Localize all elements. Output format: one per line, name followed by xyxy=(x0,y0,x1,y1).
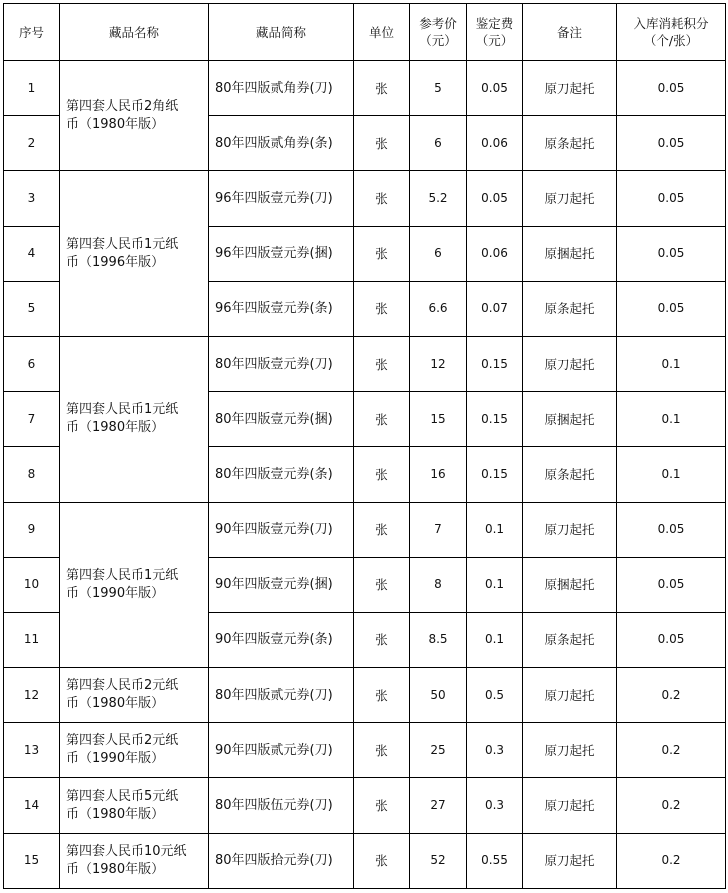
cell-seq: 3 xyxy=(4,171,60,226)
cell-abbr: 90年四版壹元券(捆) xyxy=(209,557,354,612)
header-fee-line1: 鉴定费 xyxy=(475,16,514,31)
cell-unit: 张 xyxy=(354,171,410,226)
table-header xyxy=(4,4,726,61)
cell-points: 0.1 xyxy=(617,447,726,502)
header-abbr: 藏品简称 xyxy=(209,4,354,61)
cell-remark: 原条起托 xyxy=(523,116,617,171)
cell-name-line2: 币（1980年版） xyxy=(66,861,165,877)
cell-fee: 0.1 xyxy=(467,557,523,612)
header-seq: 序号 xyxy=(4,4,60,61)
cell-points: 0.05 xyxy=(617,116,726,171)
cell-name-line2: 币（1990年版） xyxy=(66,585,165,601)
cell-abbr: 80年四版壹元券(捆) xyxy=(209,392,354,447)
cell-unit: 张 xyxy=(354,281,410,336)
cell-unit: 张 xyxy=(354,723,410,778)
cell-abbr: 96年四版壹元券(刀) xyxy=(209,171,354,226)
cell-price: 16 xyxy=(410,447,467,502)
cell-unit: 张 xyxy=(354,557,410,612)
cell-remark: 原条起托 xyxy=(523,281,617,336)
cell-name xyxy=(60,723,209,778)
header-name: 藏品名称 xyxy=(60,4,209,61)
cell-remark: 原刀起托 xyxy=(523,668,617,723)
cell-name-line1: 第四套人民币5元纸 xyxy=(66,788,179,804)
cell-price: 27 xyxy=(410,778,467,833)
cell-name xyxy=(60,171,209,337)
cell-name-line1: 第四套人民币2角纸 xyxy=(66,98,179,114)
cell-fee: 0.55 xyxy=(467,833,523,888)
header-row xyxy=(4,4,726,61)
cell-name-line1: 第四套人民币1元纸 xyxy=(66,236,179,252)
cell-unit: 张 xyxy=(354,226,410,281)
cell-unit: 张 xyxy=(354,116,410,171)
cell-name xyxy=(60,668,209,723)
cell-remark: 原刀起托 xyxy=(523,61,617,116)
cell-name xyxy=(60,778,209,833)
cell-remark: 原条起托 xyxy=(523,447,617,502)
cell-abbr: 80年四版伍元券(刀) xyxy=(209,778,354,833)
cell-unit: 张 xyxy=(354,833,410,888)
cell-price: 52 xyxy=(410,833,467,888)
cell-price: 8 xyxy=(410,557,467,612)
cell-points: 0.1 xyxy=(617,336,726,391)
table-row xyxy=(4,833,726,888)
table-row xyxy=(4,778,726,833)
cell-name-line1: 第四套人民币2元纸 xyxy=(66,678,179,694)
cell-seq: 11 xyxy=(4,612,60,667)
cell-seq: 2 xyxy=(4,116,60,171)
cell-abbr: 90年四版贰元券(刀) xyxy=(209,723,354,778)
cell-remark: 原刀起托 xyxy=(523,502,617,557)
cell-unit: 张 xyxy=(354,61,410,116)
cell-name-line2: 币（1990年版） xyxy=(66,751,165,767)
cell-name xyxy=(60,61,209,171)
table-row xyxy=(4,668,726,723)
cell-points: 0.05 xyxy=(617,502,726,557)
cell-name-line1: 第四套人民币1元纸 xyxy=(66,402,179,418)
cell-fee: 0.15 xyxy=(467,447,523,502)
cell-price: 5.2 xyxy=(410,171,467,226)
cell-price: 6 xyxy=(410,116,467,171)
cell-remark: 原刀起托 xyxy=(523,833,617,888)
cell-fee: 0.05 xyxy=(467,61,523,116)
cell-fee: 0.1 xyxy=(467,612,523,667)
cell-abbr: 80年四版壹元券(条) xyxy=(209,447,354,502)
cell-seq: 7 xyxy=(4,392,60,447)
cell-remark: 原条起托 xyxy=(523,612,617,667)
cell-seq: 8 xyxy=(4,447,60,502)
cell-price: 7 xyxy=(410,502,467,557)
cell-unit: 张 xyxy=(354,336,410,391)
cell-points: 0.2 xyxy=(617,778,726,833)
table-row xyxy=(4,723,726,778)
cell-points: 0.05 xyxy=(617,171,726,226)
cell-name-line2: 币（1996年版） xyxy=(66,254,165,270)
cell-points: 0.05 xyxy=(617,612,726,667)
cell-name-line1: 第四套人民币2元纸 xyxy=(66,733,179,749)
cell-unit: 张 xyxy=(354,447,410,502)
header-ref-price-line1: 参考价 xyxy=(419,16,457,31)
cell-name xyxy=(60,833,209,888)
table-row xyxy=(4,171,726,226)
cell-abbr: 90年四版壹元券(刀) xyxy=(209,502,354,557)
cell-seq: 14 xyxy=(4,778,60,833)
cell-remark: 原捆起托 xyxy=(523,392,617,447)
cell-name xyxy=(60,502,209,668)
cell-seq: 6 xyxy=(4,336,60,391)
header-unit: 单位 xyxy=(354,4,410,61)
cell-name-line2: 币（1980年版） xyxy=(66,806,165,822)
cell-fee: 0.15 xyxy=(467,336,523,391)
cell-fee: 0.1 xyxy=(467,502,523,557)
cell-fee: 0.5 xyxy=(467,668,523,723)
cell-price: 6.6 xyxy=(410,281,467,336)
cell-points: 0.2 xyxy=(617,833,726,888)
cell-price: 15 xyxy=(410,392,467,447)
cell-abbr: 80年四版拾元券(刀) xyxy=(209,833,354,888)
cell-seq: 9 xyxy=(4,502,60,557)
cell-fee: 0.06 xyxy=(467,226,523,281)
cell-unit: 张 xyxy=(354,668,410,723)
collection-table-wrapper xyxy=(3,3,726,889)
table-row xyxy=(4,336,726,391)
cell-abbr: 96年四版壹元券(条) xyxy=(209,281,354,336)
cell-abbr: 80年四版贰角券(刀) xyxy=(209,61,354,116)
header-points-line2: （个/张） xyxy=(643,33,699,48)
header-points-line1: 入库消耗积分 xyxy=(633,16,709,31)
header-ref-price xyxy=(410,4,467,61)
cell-abbr: 80年四版贰角券(条) xyxy=(209,116,354,171)
cell-abbr: 90年四版壹元券(条) xyxy=(209,612,354,667)
cell-price: 50 xyxy=(410,668,467,723)
cell-fee: 0.3 xyxy=(467,778,523,833)
cell-name-line2: 币（1980年版） xyxy=(66,420,165,436)
cell-seq: 12 xyxy=(4,668,60,723)
header-remark: 备注 xyxy=(523,4,617,61)
cell-fee: 0.05 xyxy=(467,171,523,226)
header-fee-line2: （元） xyxy=(475,33,514,48)
cell-abbr: 80年四版壹元券(刀) xyxy=(209,336,354,391)
cell-name-line2: 币（1980年版） xyxy=(66,116,165,132)
cell-fee: 0.3 xyxy=(467,723,523,778)
collection-table xyxy=(3,3,726,889)
cell-remark: 原刀起托 xyxy=(523,723,617,778)
cell-price: 12 xyxy=(410,336,467,391)
cell-unit: 张 xyxy=(354,778,410,833)
table-row xyxy=(4,502,726,557)
cell-abbr: 80年四版贰元券(刀) xyxy=(209,668,354,723)
cell-name-line1: 第四套人民币10元纸 xyxy=(66,843,187,859)
cell-points: 0.1 xyxy=(617,392,726,447)
cell-price: 8.5 xyxy=(410,612,467,667)
cell-price: 5 xyxy=(410,61,467,116)
cell-fee: 0.15 xyxy=(467,392,523,447)
cell-price: 6 xyxy=(410,226,467,281)
cell-price: 25 xyxy=(410,723,467,778)
cell-seq: 15 xyxy=(4,833,60,888)
cell-name xyxy=(60,336,209,502)
cell-name-line2: 币（1980年版） xyxy=(66,696,165,712)
cell-name-line1: 第四套人民币1元纸 xyxy=(66,567,179,583)
cell-points: 0.05 xyxy=(617,226,726,281)
cell-seq: 4 xyxy=(4,226,60,281)
cell-remark: 原刀起托 xyxy=(523,336,617,391)
cell-remark: 原刀起托 xyxy=(523,778,617,833)
header-points xyxy=(617,4,726,61)
cell-unit: 张 xyxy=(354,612,410,667)
cell-points: 0.05 xyxy=(617,557,726,612)
table-row xyxy=(4,61,726,116)
cell-seq: 10 xyxy=(4,557,60,612)
cell-unit: 张 xyxy=(354,392,410,447)
cell-points: 0.05 xyxy=(617,281,726,336)
cell-points: 0.2 xyxy=(617,668,726,723)
cell-remark: 原捆起托 xyxy=(523,557,617,612)
cell-fee: 0.06 xyxy=(467,116,523,171)
cell-unit: 张 xyxy=(354,502,410,557)
cell-abbr: 96年四版壹元券(捆) xyxy=(209,226,354,281)
header-fee xyxy=(467,4,523,61)
cell-seq: 5 xyxy=(4,281,60,336)
header-ref-price-line2: （元） xyxy=(419,33,457,48)
cell-seq: 13 xyxy=(4,723,60,778)
table-body xyxy=(4,61,726,889)
cell-points: 0.05 xyxy=(617,61,726,116)
cell-fee: 0.07 xyxy=(467,281,523,336)
cell-points: 0.2 xyxy=(617,723,726,778)
cell-seq: 1 xyxy=(4,61,60,116)
cell-remark: 原捆起托 xyxy=(523,226,617,281)
cell-remark: 原刀起托 xyxy=(523,171,617,226)
